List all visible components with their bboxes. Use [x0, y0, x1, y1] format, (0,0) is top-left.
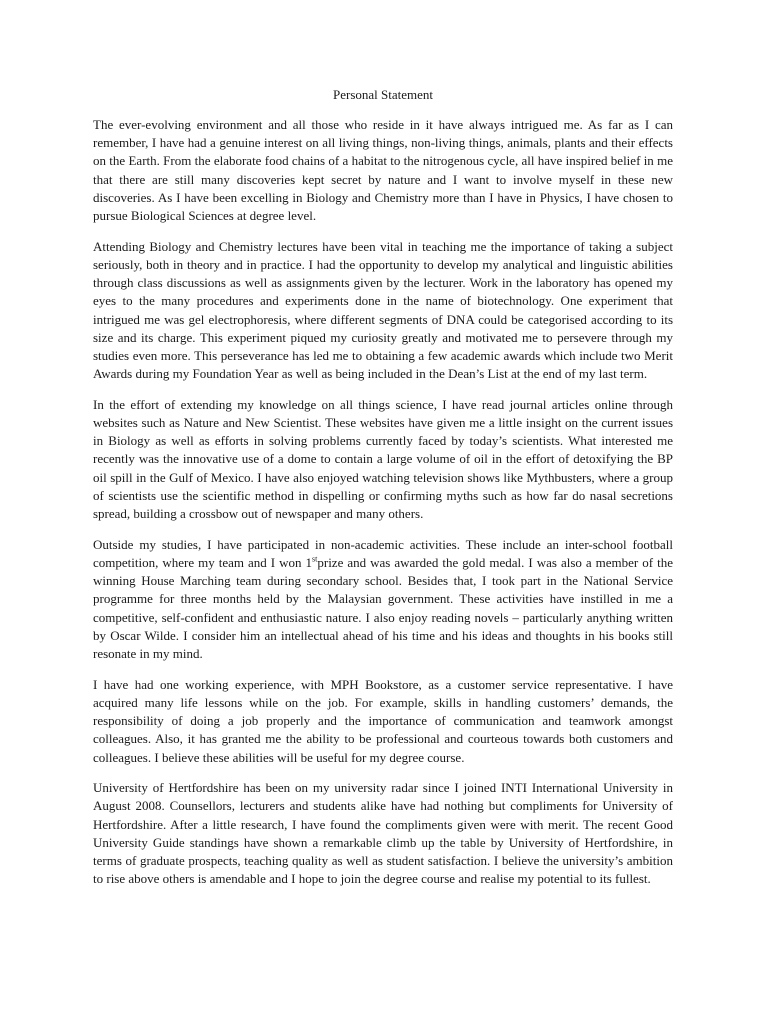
paragraph-4-text-before: Outside my studies, I have participated in non-academic activities. These include an inter-school football competition, where my team and I won 1	[93, 536, 673, 570]
document-page	[93, 86, 673, 901]
paragraph-1: The ever-evolving environment and all those who reside in it have always intrigued me. As far as I can remember, I have had a genuine interest on all living things, non-living things, animals, plants and their effects on the Earth. From the elaborate food chains of a habitat to the nitrogenous cycle, all have inspired belief in me that there are still many discoveries kept secret by nature and I want to involve myself in these new discoveries. As I have been excelling in Biology and Chemistry more than I have in Physics, I have chosen to pursue Biological Sciences at degree level.	[93, 117, 673, 224]
page-title: Personal Statement	[332, 87, 433, 102]
paragraph-2: Attending Biology and Chemistry lectures have been vital in teaching me the importance of taking a subject seriously, both in theory and in practice. I had the opportunity to develop my analytical and linguistic abilities through class discussions as well as assignments given by the lecturer. Work in the laboratory has opened my eyes to the many procedures and experiments done in the name of biotechnology. One experiment that intrigued me was gel electrophoresis, where different segments of DNA could be categorised according to its size and its charge. This experiment piqued my curiosity greatly and motivated me to persevere through my studies even more. This perseverance has led me to obtaining a few academic awards which include two Merit Awards during my Foundation Year as well as being included in the Dean’s List at the end of my last term.	[93, 238, 673, 382]
paragraph-6: University of Hertfordshire has been on my university radar since I joined INTI International University in August 2008. Counsellors, lecturers and students alike have had nothing but compliments for University of Hertfordshire. After a little research, I have found the compliments given were with merit. The recent Good University Guide standings have shown a remarkable climb up the table by University of Hertfordshire, in terms of graduate prospects, teaching quality as well as student satisfaction. I believe the university’s ambition to rise above others is amendable and I hope to join the degree course and realise my potential to its fullest.	[93, 780, 673, 887]
paragraph-4	[93, 536, 673, 663]
paragraph-3: In the effort of extending my knowledge on all things science, I have read journal articles online through websites such as Nature and New Scientist. These websites have given me a little insight on the current issues in Biology as well as efforts in solving problems currently faced by today’s scientists. What interested me recently was the innovative use of a dome to contain a large volume of oil in the effort of detoxifying the BP oil spill in the Gulf of Mexico. I have also enjoyed watching television shows like Mythbusters, where a group of scientists use the scientific method in dispelling or confirming myths such as how far do nasal secretions spread, building a crossbow out of newspaper and many others.	[93, 396, 673, 522]
paragraph-4-text-after: prize and was awarded the gold medal. I was also a member of the winning House Marching team during secondary school. Besides that, I took part in the National Service programme for three months held by the Malaysian government. These activities have instilled in me a competitive, self-confident and enthusiastic nature. I also enjoy reading novels – particularly anything written by Oscar Wilde. I consider him an intellectual ahead of his time and his ideas and thoughts in his books still resonate in my mind.	[93, 554, 673, 661]
ordinal-suffix: st	[312, 554, 318, 564]
paragraph-5: I have had one working experience, with MPH Bookstore, as a customer service representative. I have acquired many life lessons while on the job. For example, skills in handling customers’ demands, the responsibility of doing a job properly and the importance of communication and teamwork amongst colleagues. Also, it has granted me the ability to be professional and courteous towards both customers and colleagues. I believe these abilities will be useful for my degree course.	[93, 676, 673, 765]
